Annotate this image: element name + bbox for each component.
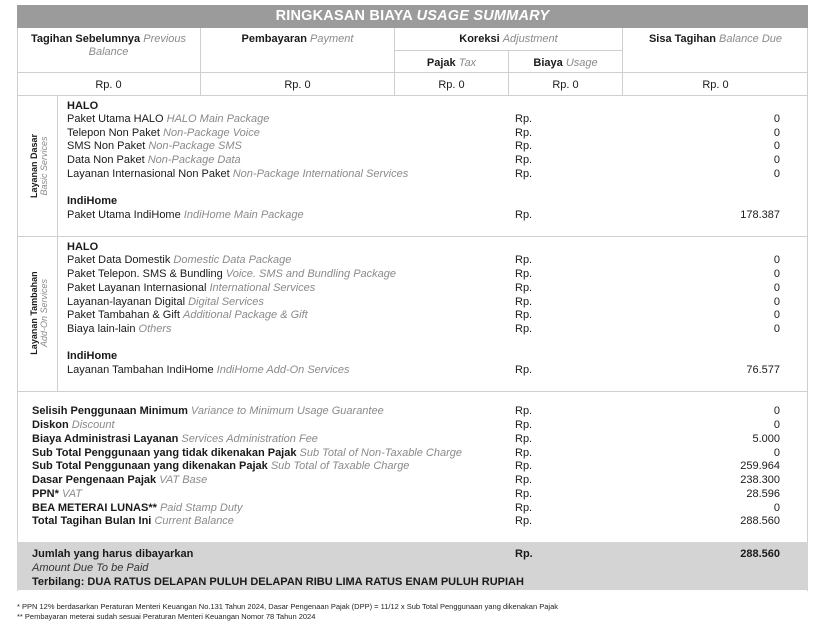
basic-indihome-title: IndiHome [67,195,118,207]
addon-services-label: Layanan Tambahan Add-On Services [29,271,49,355]
amount: 0 [773,502,780,514]
currency-label: Rp. [515,488,533,500]
header-adjustment: Koreksi Adjustment [459,33,558,45]
amount: 0 [773,268,780,280]
amount: 259.964 [740,460,780,472]
currency-label: Rp. [515,515,533,527]
section-divider [17,391,808,392]
amount: 76.577 [746,364,780,376]
summary-title [17,5,808,28]
amount: 0 [773,254,780,266]
section-divider [57,236,58,391]
currency-label: Rp. [515,460,533,472]
header-balance-due: Sisa Tagihan Balance Due [648,33,783,45]
currency-label: Rp. [515,168,533,180]
list-item: Paket Telepon. SMS & Bundling Voice. SMS and Bundling Package [67,268,396,280]
total-row: Diskon Discount [32,419,115,431]
grid-line [394,50,622,51]
footnote: ** Pembayaran meterai sudah sesuai Peraturan Menteri Keuangan Nomor 78 Tahun 2024 [17,612,316,621]
currency-label: Rp. [515,474,533,486]
currency-label: Rp. [515,154,533,166]
amount: 0 [773,140,780,152]
list-item: Paket Utama IndiHome IndiHome Main Package [67,209,304,221]
value-balance-due: Rp. 0 [702,79,729,91]
amount: 0 [773,447,780,459]
amount-due-sublabel: Amount Due To be Paid [32,562,149,574]
currency-label: Rp. [515,502,533,514]
basic-halo-title: HALO [67,100,99,112]
amount: 0 [773,405,780,417]
amount: 0 [773,296,780,308]
amount: 5.000 [752,433,780,445]
list-item: SMS Non Paket Non-Package SMS [67,140,242,152]
amount-due-label: Jumlah yang harus dibayarkan [32,548,194,560]
value-tax: Rp. 0 [438,79,465,91]
total-row: Biaya Administrasi Layanan Services Administration Fee [32,433,318,445]
list-item: Layanan-layanan Digital Digital Services [67,296,264,308]
amount: 0 [773,282,780,294]
currency-label: Rp. [515,309,533,321]
section-divider [57,95,58,236]
amount: 28.596 [746,488,780,500]
currency-label: Rp. [515,209,533,221]
amount-spelled: Terbilang: DUA RATUS DELAPAN PULUH DELAPAN RIBU LIMA RATUS ENAM PULUH RUPIAH [32,576,524,588]
amount: 0 [773,113,780,125]
list-item: Layanan Internasional Non Paket Non-Package International Services [67,168,409,180]
currency-label: Rp. [515,268,533,280]
amount: 0 [773,419,780,431]
header-usage: Biaya Usage [533,57,598,69]
header-payment: Pembayaran Payment [241,33,354,45]
header-previous-balance: Tagihan Sebelumnya Previous Balance [30,33,187,58]
list-item: Paket Data Domestik Domestic Data Package [67,254,292,266]
currency-label: Rp. [515,254,533,266]
addon-halo-title: HALO [67,241,99,253]
currency-label: Rp. [515,433,533,445]
currency-label: Rp. [515,113,533,125]
amount-due-value: 288.560 [740,548,780,560]
title-sub: USAGE SUMMARY [416,8,550,24]
currency-label: Rp. [515,447,533,459]
basic-services-label: Layanan Dasar Basic Services [29,133,49,199]
currency-label: Rp. [515,323,533,335]
footnote: * PPN 12% berdasarkan Peraturan Menteri Keuangan No.131 Tahun 2024, Dasar Pengenaan Pajak (DPP) = 11/12 x Sub Total Penggunaan yang dikenakan Pajak [17,602,558,611]
currency-label: Rp. [515,282,533,294]
amount: 238.300 [740,474,780,486]
currency-label: Rp. [515,548,533,560]
total-row: Sub Total Penggunaan yang tidak dikenakan Pajak Sub Total of Non-Taxable Charge [32,447,463,459]
list-item: Paket Tambahan & Gift Additional Package & Gift [67,309,308,321]
amount: 0 [773,154,780,166]
list-item: Data Non Paket Non-Package Data [67,154,241,166]
amount: 0 [773,323,780,335]
total-row: BEA METERAI LUNAS** Paid Stamp Duty [32,502,243,514]
amount: 288.560 [740,515,780,527]
list-item: Telepon Non Paket Non-Package Voice [67,127,260,139]
currency-label: Rp. [515,296,533,308]
total-row: Selisih Penggunaan Minimum Variance to Minimum Usage Guarantee [32,405,384,417]
currency-label: Rp. [515,127,533,139]
total-row: PPN* VAT [32,488,82,500]
total-row: Total Tagihan Bulan Ini Current Balance [32,515,234,527]
amount: 0 [773,127,780,139]
amount: 0 [773,309,780,321]
total-row: Dasar Pengenaan Pajak VAT Base [32,474,208,486]
section-divider [17,236,808,237]
currency-label: Rp. [515,140,533,152]
amount: 0 [773,168,780,180]
title-main: RINGKASAN BIAYA [275,8,413,24]
list-item: Biaya lain-lain Others [67,323,172,335]
header-tax: Pajak Tax [426,57,477,69]
list-item: Paket Utama HALO HALO Main Package [67,113,270,125]
currency-label: Rp. [515,364,533,376]
list-item: Paket Layanan Internasional International Services [67,282,316,294]
grid-line [17,95,808,96]
currency-label: Rp. [515,405,533,417]
currency-label: Rp. [515,419,533,431]
value-previous-balance: Rp. 0 [95,79,122,91]
amount: 178.387 [740,209,780,221]
value-payment: Rp. 0 [284,79,311,91]
list-item: Layanan Tambahan IndiHome IndiHome Add-On Services [67,364,350,376]
total-row: Sub Total Penggunaan yang dikenakan Pajak Sub Total of Taxable Charge [32,460,410,472]
grid-line [17,72,808,73]
addon-indihome-title: IndiHome [67,350,118,362]
value-usage: Rp. 0 [552,79,579,91]
